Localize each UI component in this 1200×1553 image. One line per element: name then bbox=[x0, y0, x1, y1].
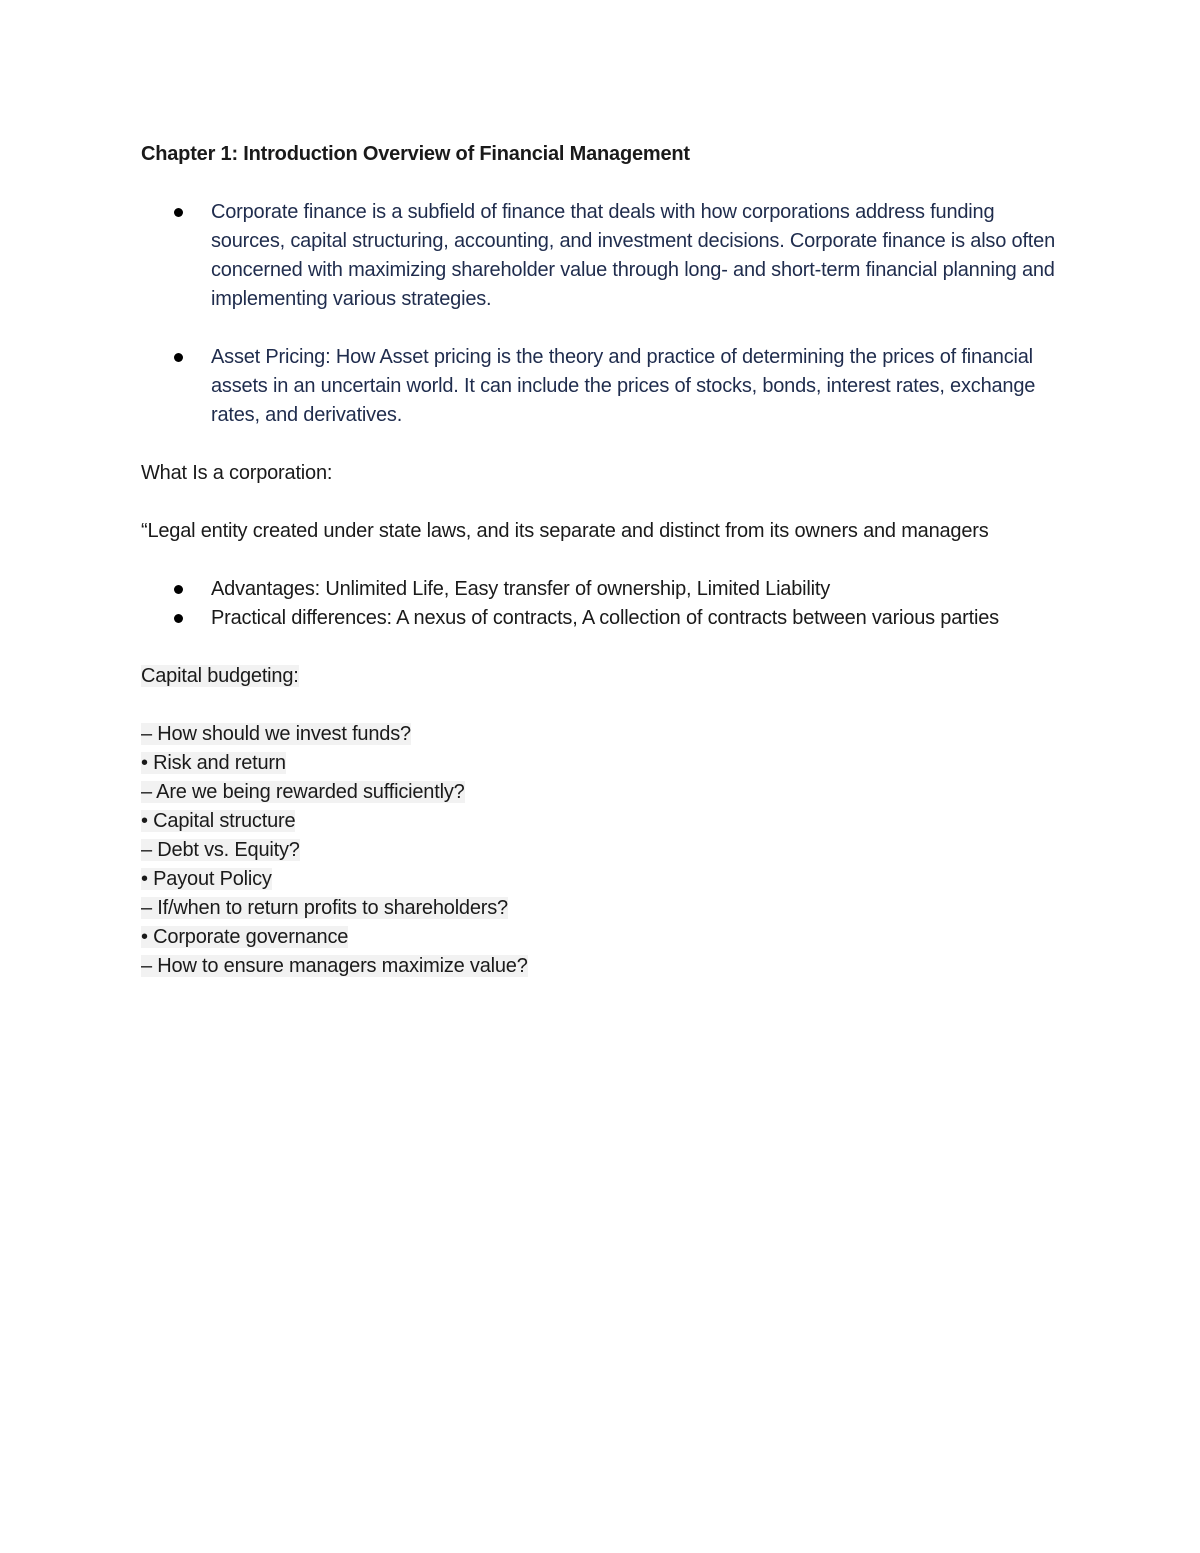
list-item: – If/when to return profits to shareholders? bbox=[141, 897, 508, 919]
list-item: – How should we invest funds? bbox=[141, 723, 411, 745]
capital-budgeting-heading: Capital budgeting: bbox=[141, 665, 299, 687]
bullet-icon bbox=[174, 353, 183, 362]
intro-bullet-list bbox=[141, 198, 1061, 430]
bullet-icon bbox=[174, 585, 183, 594]
list-item bbox=[211, 343, 1061, 430]
list-item: • Payout Policy bbox=[141, 868, 272, 890]
chapter-title: Chapter 1: Introduction Overview of Financial Management bbox=[141, 143, 690, 165]
corporate-finance-definition: Corporate finance is a subfield of finance that deals with how corporations address funding sources, capital structuring, accounting, and investment decisions. Corporate finance is also often concerned with maximizing shareholder value through long- and short-term financial planning and implementing various strategies. bbox=[211, 201, 1055, 310]
corporation-bullet-list bbox=[141, 575, 1061, 633]
list-item bbox=[211, 198, 1061, 314]
list-item: – Debt vs. Equity? bbox=[141, 839, 300, 861]
bullet-icon bbox=[174, 614, 183, 623]
practical-differences-item: Practical differences: A nexus of contracts, A collection of contracts between various parties bbox=[211, 607, 999, 629]
list-item bbox=[211, 604, 1061, 633]
corporation-definition: “Legal entity created under state laws, and its separate and distinct from its owners and managers bbox=[141, 520, 989, 542]
advantages-item: Advantages: Unlimited Life, Easy transfer of ownership, Limited Liability bbox=[211, 578, 831, 600]
list-item: • Corporate governance bbox=[141, 926, 349, 948]
list-item: – Are we being rewarded sufficiently? bbox=[141, 781, 465, 803]
capital-budgeting-list bbox=[141, 720, 1061, 981]
corporation-heading: What Is a corporation: bbox=[141, 462, 333, 484]
bullet-icon bbox=[174, 208, 183, 217]
list-item: • Capital structure bbox=[141, 810, 296, 832]
list-item: – How to ensure managers maximize value? bbox=[141, 955, 528, 977]
list-item bbox=[211, 575, 1061, 604]
asset-pricing-definition: Asset Pricing: How Asset pricing is the theory and practice of determining the prices of financial assets in an uncertain world. It can include the prices of stocks, bonds, interest rates, exchange rates, and derivatives. bbox=[211, 346, 1036, 426]
list-item: • Risk and return bbox=[141, 752, 286, 774]
document-body bbox=[141, 140, 1061, 981]
